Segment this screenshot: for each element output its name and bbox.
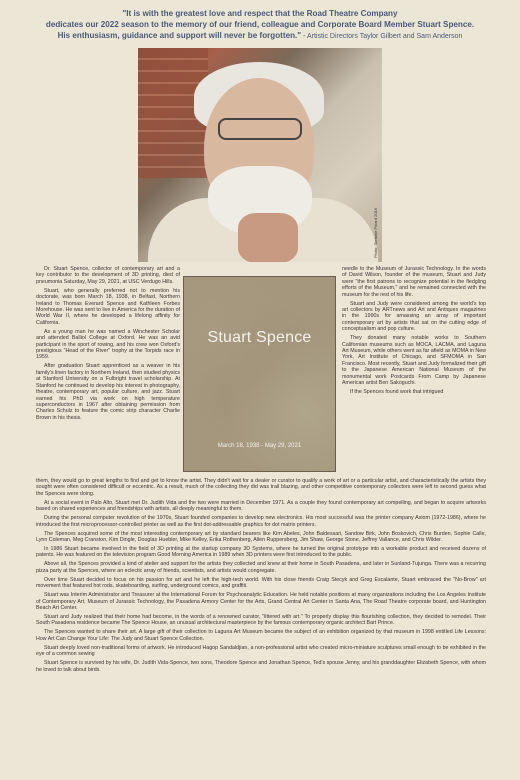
- dedication-attribution: - Artistic Directors Taylor Gilbert and Sam Anderson: [301, 33, 463, 40]
- memorial-plaque: [183, 276, 336, 472]
- article-paragraph: If the Spences found work that intrigued: [350, 389, 444, 396]
- article-paragraph: Stuart, who generally preferred not to mention his doctorate, was born March 18, 1938, in Belfast, Northern Ireland to Thomas Everard Spence and Kathleen Forbes Morehouse. He was sent to live in America for the duration of World War II, where he developed a lifelong affinity for California.: [36, 287, 180, 326]
- article-paragraph: Stuart deeply loved non-traditional forms of artwork. He introduced Hagop Sandaldjian, a non-professional artist who created micro-miniature sculptures small enough to be exhibited in the eye of a common sewing: [36, 644, 486, 658]
- article-paragraph: Over time Stuart decided to focus on his passion for art and he left the high-tech world. With his close friends Craig Stecyk and Greg Escalante, Stuart embraced the "No-Brow" art movement that featured hot rods, skateboarding, surfing, underground comics, and graffiti.: [36, 576, 486, 590]
- article-paragraph: During the personal computer revolution of the 1970s, Stuart founded companies to develop new electronics. His most successful was the printer company Axiom (1972-1986), where he introduced the first microprocessor-controlled printer as well as the first dot-addressable graphics for dot matrix printers.: [36, 515, 486, 528]
- article-paragraph: needle to the Museum of Jurassic Technology. In the words of David Wilson, founder of the museum, Stuart and Judy were "the first patrons to recognize potential in the fledgling efforts of the Museum," and he remained connected with the museum for the rest of his life.: [342, 266, 486, 298]
- portrait-glasses: [218, 118, 302, 140]
- plaque-name: Stuart Spence: [207, 329, 312, 346]
- article-paragraph: After graduation Stuart apprenticed as a weaver in his family's linen factory in Northern Ireland, then studied physics at Stanford University on a Fulbright travel scholarship. At Stanford he continued to develop his interest in photography, theatre, contemporary art, popular culture, and jazz. Stuart earned his PhD via work on high temperature superconductors in 1967 after obtaining permission from Charles Schulz to feature the comic strip character Charlie Brown in his thesis.: [36, 363, 180, 421]
- article-paragraph: Stuart and Judy were considered among the world's top art collectors by ARTnews and Art and Antiques magazines in the 1990s for amassing an array of important contemporary art by artists that sat on the cutting edge of conceptualism and pop culture.: [342, 300, 486, 333]
- article-paragraph: In 1986 Stuart became involved in the field of 3D printing at the startup company 3D Systems, where he turned the original prototype into a workable product and received dozens of patents. He was featured on the television program Good Morning America in 1989 when 3D printers were first introduced to the public.: [36, 546, 486, 559]
- article-paragraph: The Spences acquired some of the most interesting contemporary art by standard bearers like Kim Abeles, John Baldessari, Sandow Birk, John Boskovich, Chris Burden, Sophie Calle, Lynn Coleman, Meg Cranston, Kim Dingle, Douglas Huebler, Mike Kelley, Erika Rothenberg, Allen Ruppersberg, Jim Shaw, George Stone, Jeffrey Vallance, and Chris Wilder.: [36, 530, 486, 544]
- portrait-photo: [138, 48, 382, 262]
- article-paragraph: Stuart Spence is survived by his wife, Dr. Judith Vida-Spence, two sons, Theodore Spence and Jonathan Spence, Ted's spouse Jenny, and his granddaughter Elizabeth Spence, with whom he loved to talk about birds.: [36, 660, 486, 673]
- dedication-line-3-text: His enthusiasm, guidance and support will never be forgotten.": [57, 31, 302, 40]
- article-paragraph: As a young man he was named a Winchester Scholar and attended Balliol College at Oxford. He was an avid participant in the sport of rowing, and his crew won Oxford's prestigious "Head of the River" trophy at the Torpids race in 1959.: [36, 328, 180, 361]
- plaque-dates: March 18, 1938 - May 29, 2021: [217, 443, 302, 449]
- article-bottom-section: [36, 478, 486, 676]
- article-left-column: [36, 266, 180, 424]
- dedication-line-2: dedicates our 2022 season to the memory of our friend, colleague and Corporate Board Member Stuart Spence.: [45, 20, 475, 29]
- article-paragraph: They donated many notable works to Southern Californian museums such as MOCA, LACMA, and Laguna Art Museum, while others went as far afield as MOMA in New York, Art Institute of Chicago, and SFMOMA in San Francisco. Most recently, Stuart and Judy formalized their gift to the Japanese American National Museum of the monumental work Postcards From Camp by Japanese American artist Ben Sakoguchi.: [342, 335, 486, 387]
- portrait-hand: [238, 213, 298, 262]
- photo-credit: Photo: Stefanie Pinard 2016: [373, 207, 378, 258]
- dedication-line-3: [0, 30, 520, 42]
- dedication-header: [0, 0, 520, 50]
- article-paragraph: At a social event in Palo Alto, Stuart met Dr. Judith Vida and the two were married in December 1971. As a couple they found contemporary art compelling, and began to acquire artworks based on shared experiences and friendships with artists, all deeply meaningful to them.: [36, 499, 486, 513]
- article-paragraph: Above all, the Spences provided a kind of atelier and support for the artists they collected and knew at their home in South Pasadena, and later in Sunland-Tujunga. There was a recurring pizza party at the Spences, where an eclectic array of friends, scientists, and artists would congregate.: [36, 561, 486, 574]
- article-paragraph: Stuart and Judy realized that their home had become, in the words of a renowned curator, "littered with art." To properly display this flourishing collection, they decided to remodel. Their South Pasadena residence became The Spence House, an unusual architectural masterpiece by the famous contemporary organic architect Bart Prince.: [36, 614, 486, 627]
- article-paragraph: The Spences wanted to share their art. A large gift of their collection to Laguna Art Museum became the subject of an exhibition organized by that museum in 1998 entitled Life Lessons: How Art Can Change Your Life: The Judy and Stuart Spence Collection.: [36, 629, 486, 642]
- article-paragraph: them, they would go to great lengths to find and get to know the artist. They didn't wait for a dealer or curator to qualify a work of art or a particular artist, and characteristically the artists they sought were often considered difficult or eccentric. As a result, much of the collecting they did was trail blazing, and other competitive contemporary collectors were left to second guess what the Spences were doing.: [36, 478, 486, 497]
- article-paragraph: Stuart was Interim Administrator and Treasurer at the International Forum for Psychoanalytic Education. He held notable positions at many organizations including the Los Angeles Institute of Contemporary Art, Museum of Jurassic Technology, the Pasadena Armory Center for the Arts, Grand Central Art Center in Santa Ana, The Road Theatre corporate board, and Huntington Beach Art Center.: [36, 592, 486, 612]
- article-paragraph: Dr. Stuart Spence, collector of contemporary art and a key contributor to the development of 3D printing, died of pneumonia Saturday, May 29, 2021, at USC Verdugo Hills.: [36, 266, 180, 285]
- dedication-line-1: "It is with the greatest love and respect that the Road Theatre Company: [122, 9, 398, 18]
- article-right-column: [342, 266, 486, 398]
